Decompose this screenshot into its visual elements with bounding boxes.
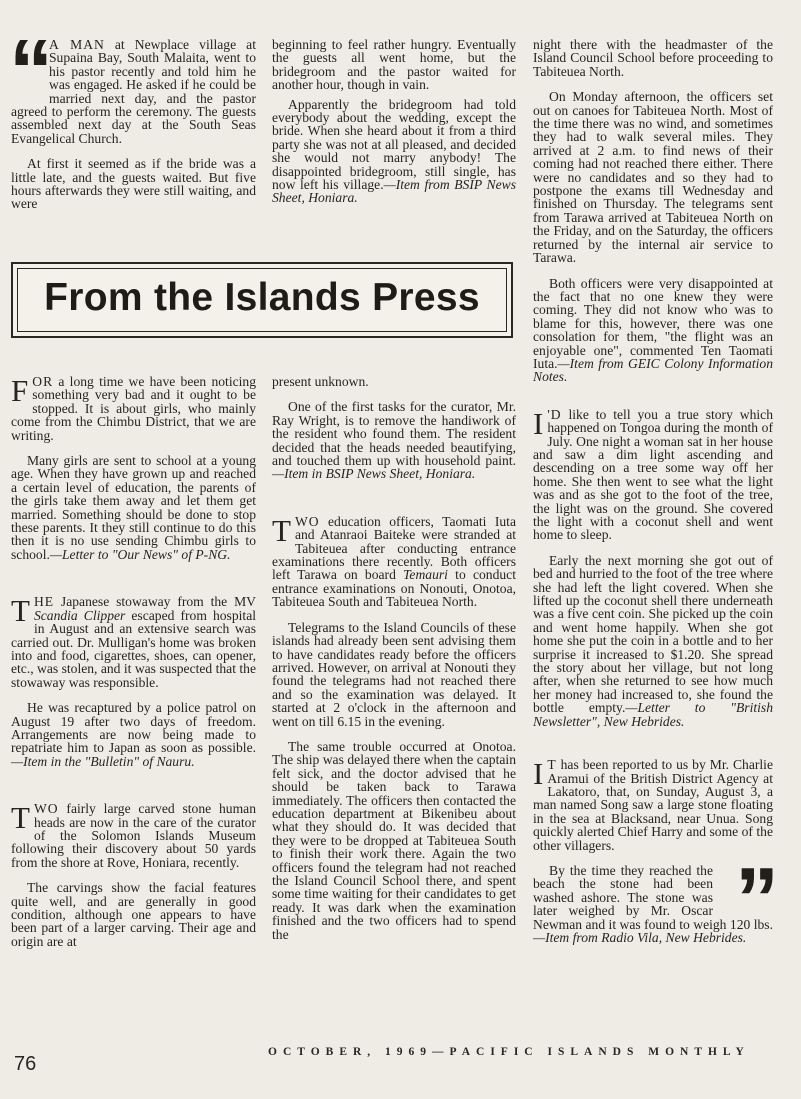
officers-source: —Item from GEIC Colony Information Notes. — [533, 355, 773, 385]
drop-cap: I — [533, 756, 544, 792]
wedding-source: —Item from BSIP News Sheet, Honiara. — [272, 177, 516, 206]
chimbu-source: —Letter to "Our News" of P-NG. — [49, 546, 231, 562]
coin-source: —Letter to "British Newsletter", New Hebrides. — [533, 700, 773, 729]
close-quote-mark: ” — [735, 848, 771, 948]
drop-cap: F — [11, 373, 29, 408]
heads-paragraph-3: present unknown. — [272, 374, 369, 389]
drop-cap: T — [11, 800, 30, 836]
drop-cap: I — [533, 405, 544, 441]
wedding-paragraph-3: beginning to feel rather hungry. Eventually the guests all went home, but the bridegroom and the pastor waited for another hour, though in vain. — [272, 37, 516, 93]
stowaway-source: —Item in the "Bulletin" of Nauru. — [11, 753, 195, 769]
heads-source: —Item in BSIP News Sheet, Honiara. — [272, 466, 476, 482]
wedding-lead-caps: A MAN — [49, 37, 105, 52]
heads-paragraph-4: One of the first tasks for the curator, Mr. Ray Wright, is to remove the handiwork of the resident who found them. The resident decided that the heads needed beautifying, and touched them up with household paint.—Item in BSIP News Sheet, Honiara. — [272, 399, 516, 482]
column-left — [11, 375, 256, 948]
stone-source: —Item from Radio Vila, New Hebrides. — [533, 929, 747, 945]
stone-paragraph-2: ” By the time they reached the beach the stone had been washed ashore. The stone was later weighed by Mr. Oscar Newman and it was found to weigh 120 lbs.—Item from Radio Vila, New Hebrides. — [533, 848, 773, 948]
column-right — [533, 37, 773, 948]
officers-paragraph-3: The same trouble occurred at Onotoa. The ship was delayed there when the captain felt sick, and the doctor advised that he should be taken back to Tarawa immediately. The officers then contacted the education department at Bikenibeu about what they should do. It was decided that they were to be dropped at Tabiteuea South to finish their work there. Again the two officers found the telegram had not reached the Island Council School there, and spent some time waiting for their candidates to get ready. It was dark when the examination finished and the two officers had to spend the — [272, 738, 516, 942]
chimbu-paragraph-2: Many girls are sent to school at a young age. When they have grown up and reached a certain level of education, the parents of the girls take them away and let them get married. Something should be done to stop these parents. It they still continue to do this then it is no use sending Chimbu girls to school.—Letter to "Our News" of P-NG. — [11, 453, 256, 562]
coin-paragraph-2: Early the next morning she got out of bed and hurried to the foot of the tree where she had left the light covered. When she lifted up the coconut shell there underneath was a five cent coin. She picked up the coin and went home happily. When she got home she put the coin in a bottle and to her surprise it increased to $1.20. She spread the story about her village, but not long after, when she returned to see how much her money had increased to, she found the bottle empty.—Letter to "British Newsletter", New Hebrides. — [533, 552, 773, 729]
page-number: 76 — [14, 1053, 37, 1075]
officers-paragraph-5: On Monday afternoon, the officers set out on canoes for Tabiteuea North. Most of the time there was no wind, and sometimes they had to walk several miles. They arrived at 2 a.m. to find news of their coming had not reached there either. There were no candidates and so they had to postpone the exams till Wednesday and finished on Thursday. The telegrams sent from Tarawa arrived at Tabiteuea North on the Friday, and on the Saturday, the officers returned by the internal air service to Tarawa. — [533, 89, 773, 266]
officers-paragraph-4: night there with the headmaster of the Island Council School before proceeding to Tabiteuea North. — [533, 37, 773, 79]
stone-paragraph-1: I T has been reported to us by Mr. Charlie Aramui of the British District Agency at Lakatoro, that, on Sunday, August 3, a man named Song saw a large stone floating in the sea at Blacksand, near Unua. Song quickly alerted Chief Harry and some of the other villagers. — [533, 756, 773, 853]
column-middle — [272, 375, 516, 941]
drop-cap: T — [272, 512, 291, 548]
officers-paragraph-2: Telegrams to the Island Councils of these islands had already been sent advising them to have candidates ready before the officers arrived. However, on arrival at Nonouti they found the telegrams had not reached there and so the examination was delayed. It started at 2 o'clock in the afternoon and went on till 6.15 in the evening. — [272, 619, 516, 729]
heads-paragraph-2: The carvings show the facial features quite well, and are generally in good condition, although one appears to have been part of a larger carving. Their age and origin are at — [11, 880, 256, 949]
wedding-paragraph-2: At first it seemed as if the bride was a little late, and the guests waited. But five hours afterwards they were still waiting, and were — [11, 156, 256, 212]
stowaway-paragraph-2: He was recaptured by a police patrol on August 19 after two days of freedom. Arrangements are now being made to repatriate him to Japan as soon as possible.—Item in the "Bulletin" of Nauru. — [11, 700, 256, 769]
drop-cap: T — [11, 593, 30, 629]
officers-paragraph-1: TWO education officers, Taomati Iuta and Atanraoi Baiteke were stranded at Tabiteuea after conducting entrance examinations there recently. Both officers left Tarawa on board Temauri to conduct entrance examinations on Nonouti, Onotoa, Tabiteuea South and Tabiteuea North. — [272, 512, 516, 610]
coin-paragraph-1: I 'D like to tell you a true story which happened on Tongoa during the month of July. One night a woman sat in her house and saw a dim light ascending and descending on a tree some way off her home. She then went to see what the light was and as she got to the foot of the tree, the light was on the ground. She covered the light with a coconut shell and went home to sleep. — [533, 405, 773, 543]
masthead-footer: OCTOBER, 1969—PACIFIC ISLANDS MONTHLY — [268, 1046, 750, 1058]
section-banner — [11, 262, 513, 338]
wedding-paragraph-4: Apparently the bridegroom had told everybody about the wedding, except the bride. When she heard about it from a third party she was not at all pleased, and decided she would not marry anybody! The disappointed bridegroom, still single, has now left his village.—Item from BSIP News Sheet, Honiara. — [272, 96, 516, 206]
column-top-middle — [272, 38, 516, 205]
chimbu-paragraph-1: FOR a long time we have been noticing something very bad and it ought to be stopped. It is about girls, who mainly come from the Chimbu District, that we are writing. — [11, 373, 256, 443]
officers-paragraph-6: Both officers were very disappointed at the fact that no one knew they were coming. They did not know who was to blame for this, however, there was one consolation for them, "the flight was an enjoyable one", commented Ten Taomati Iuta.—Item from GEIC Colony Information Notes. — [533, 275, 773, 385]
heads-paragraph-1: TWO fairly large carved stone human heads are now in the care of the curator of the Solomon Islands Museum following their discovery about 50 yards from the shore at Rove, Honiara, recently. — [11, 800, 256, 870]
column-top-left — [9, 21, 256, 212]
section-title: From the Islands Press — [44, 276, 480, 319]
stowaway-paragraph-1: THE Japanese stowaway from the MV Scandia Clipper escaped from hospital in August and an extensive search was carried out. Dr. Mulligan's home was broken into and food, cigarettes, shoes, can opener, etc., was stolen, and it was suspected that the stowaway was responsible. — [11, 593, 257, 690]
open-quote-mark: “ — [9, 21, 45, 120]
wedding-paragraph-1: “ A MAN at Newplace village at Supaina Bay, South Malaita, went to his pastor recently and told him he was engaged. He asked if he could be married next day, and the pastor agreed to perform the ceremony. The guests assembled next day at the South Seas Evangelical Church. — [9, 21, 256, 146]
